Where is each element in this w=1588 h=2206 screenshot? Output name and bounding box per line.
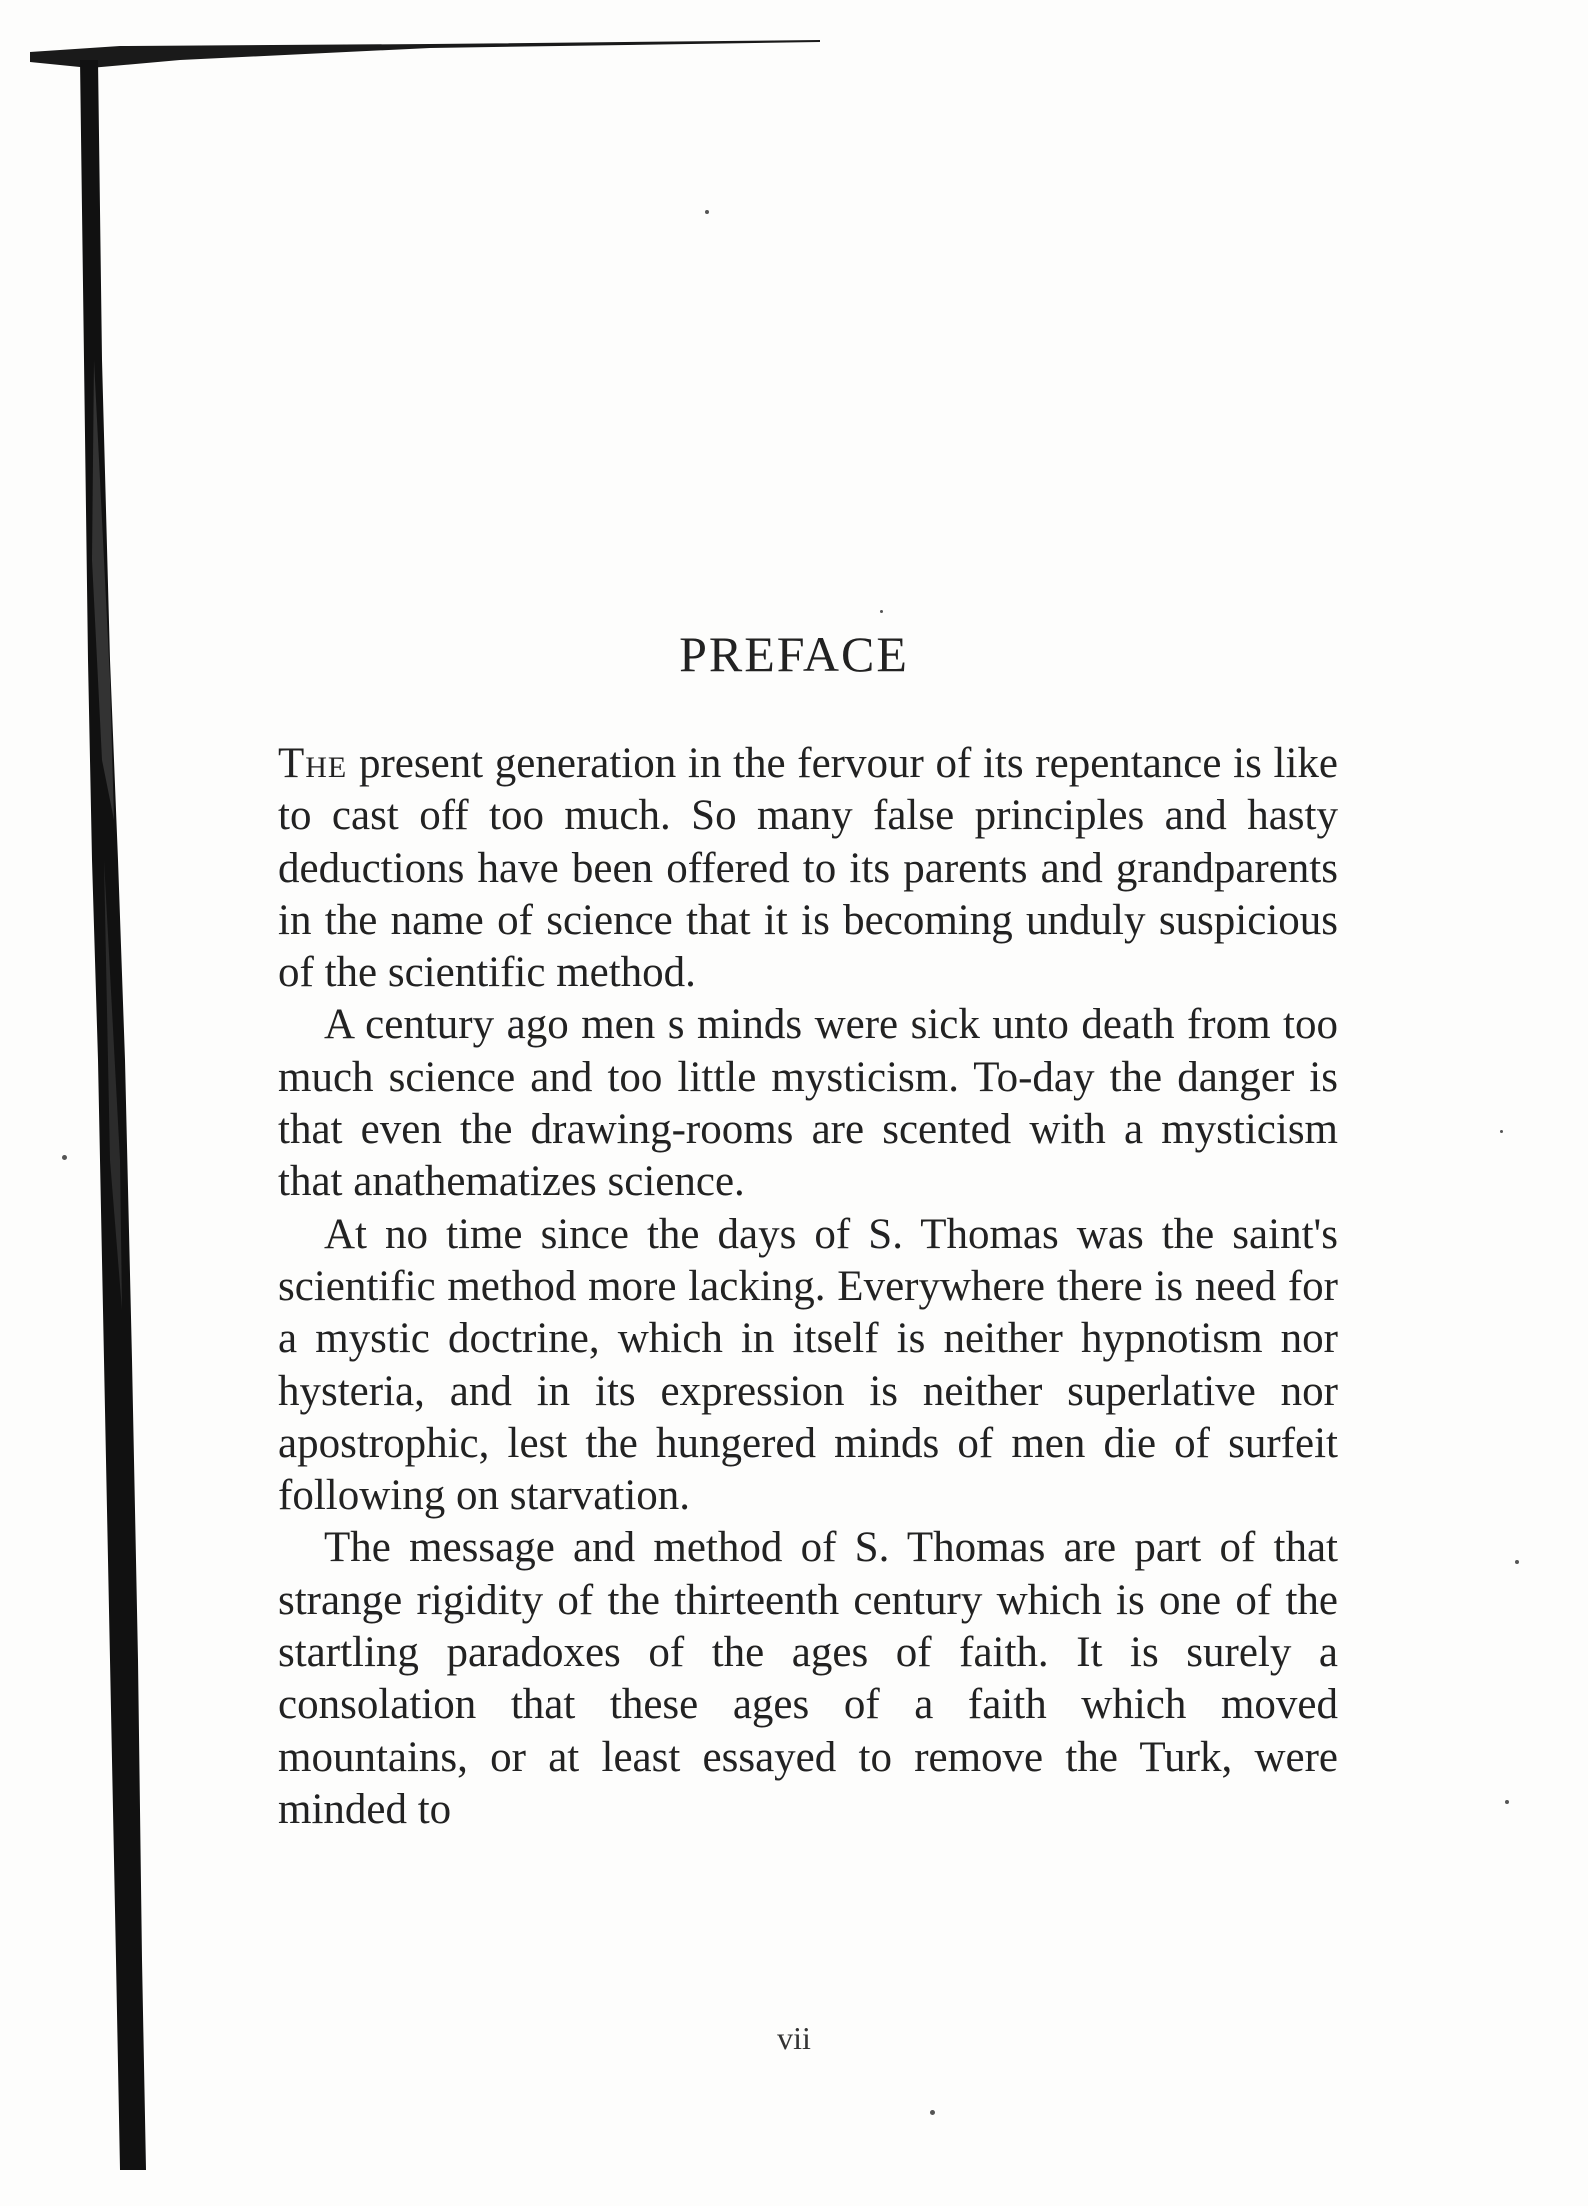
chapter-title: PREFACE (679, 626, 909, 682)
scan-binding-edge-shadow (80, 60, 210, 2170)
scan-speck (930, 2110, 935, 2115)
paragraph-text: At no time since the days of S. Thomas was the saint's scientific method more lacking. Everywhere there is need for a mystic doctrine, which in itself is neither hypnotism nor hysteria, and in its expression is neither superlative nor apostrophic, lest the hungered minds of men die of surfeit following on starvation. (278, 1210, 1338, 1520)
paragraph-3 (278, 1209, 1338, 1523)
paragraph-text: The message and method of S. Thomas are part of that strange rigidity of the thirteenth century which is one of the startling paradoxes of the ages of faith. It is surely a consolation that these ages of a faith which moved mountains, or at least essayed to remove the Turk, were minded to (278, 1524, 1338, 1833)
scan-speck (880, 610, 883, 613)
paragraph-4 (278, 1522, 1338, 1836)
drop-lead-word: The (278, 740, 348, 787)
scan-speck (1505, 1800, 1509, 1804)
page-number: vii (777, 2020, 811, 2056)
scan-speck (62, 1155, 67, 1160)
scan-speck (705, 210, 709, 214)
scan-speck (1515, 1560, 1519, 1564)
paragraph-2 (278, 999, 1338, 1208)
paragraph-1 (278, 738, 1338, 999)
paragraph-text: present generation in the fervour of its repentance is like to cast off too much. So many false principles and hasty deductions have been offered to its parents and grandparents in the name of science that it is becoming unduly suspicious of the scientific method. (278, 740, 1338, 997)
scan-speck (1500, 1130, 1503, 1133)
preface-body (278, 738, 1338, 1836)
paragraph-text: A century ago men s minds were sick unto death from too much science and too little mysticism. To-day the danger is that even the drawing-rooms are scented with a mysticism that anathematizes science. (278, 1001, 1338, 1206)
